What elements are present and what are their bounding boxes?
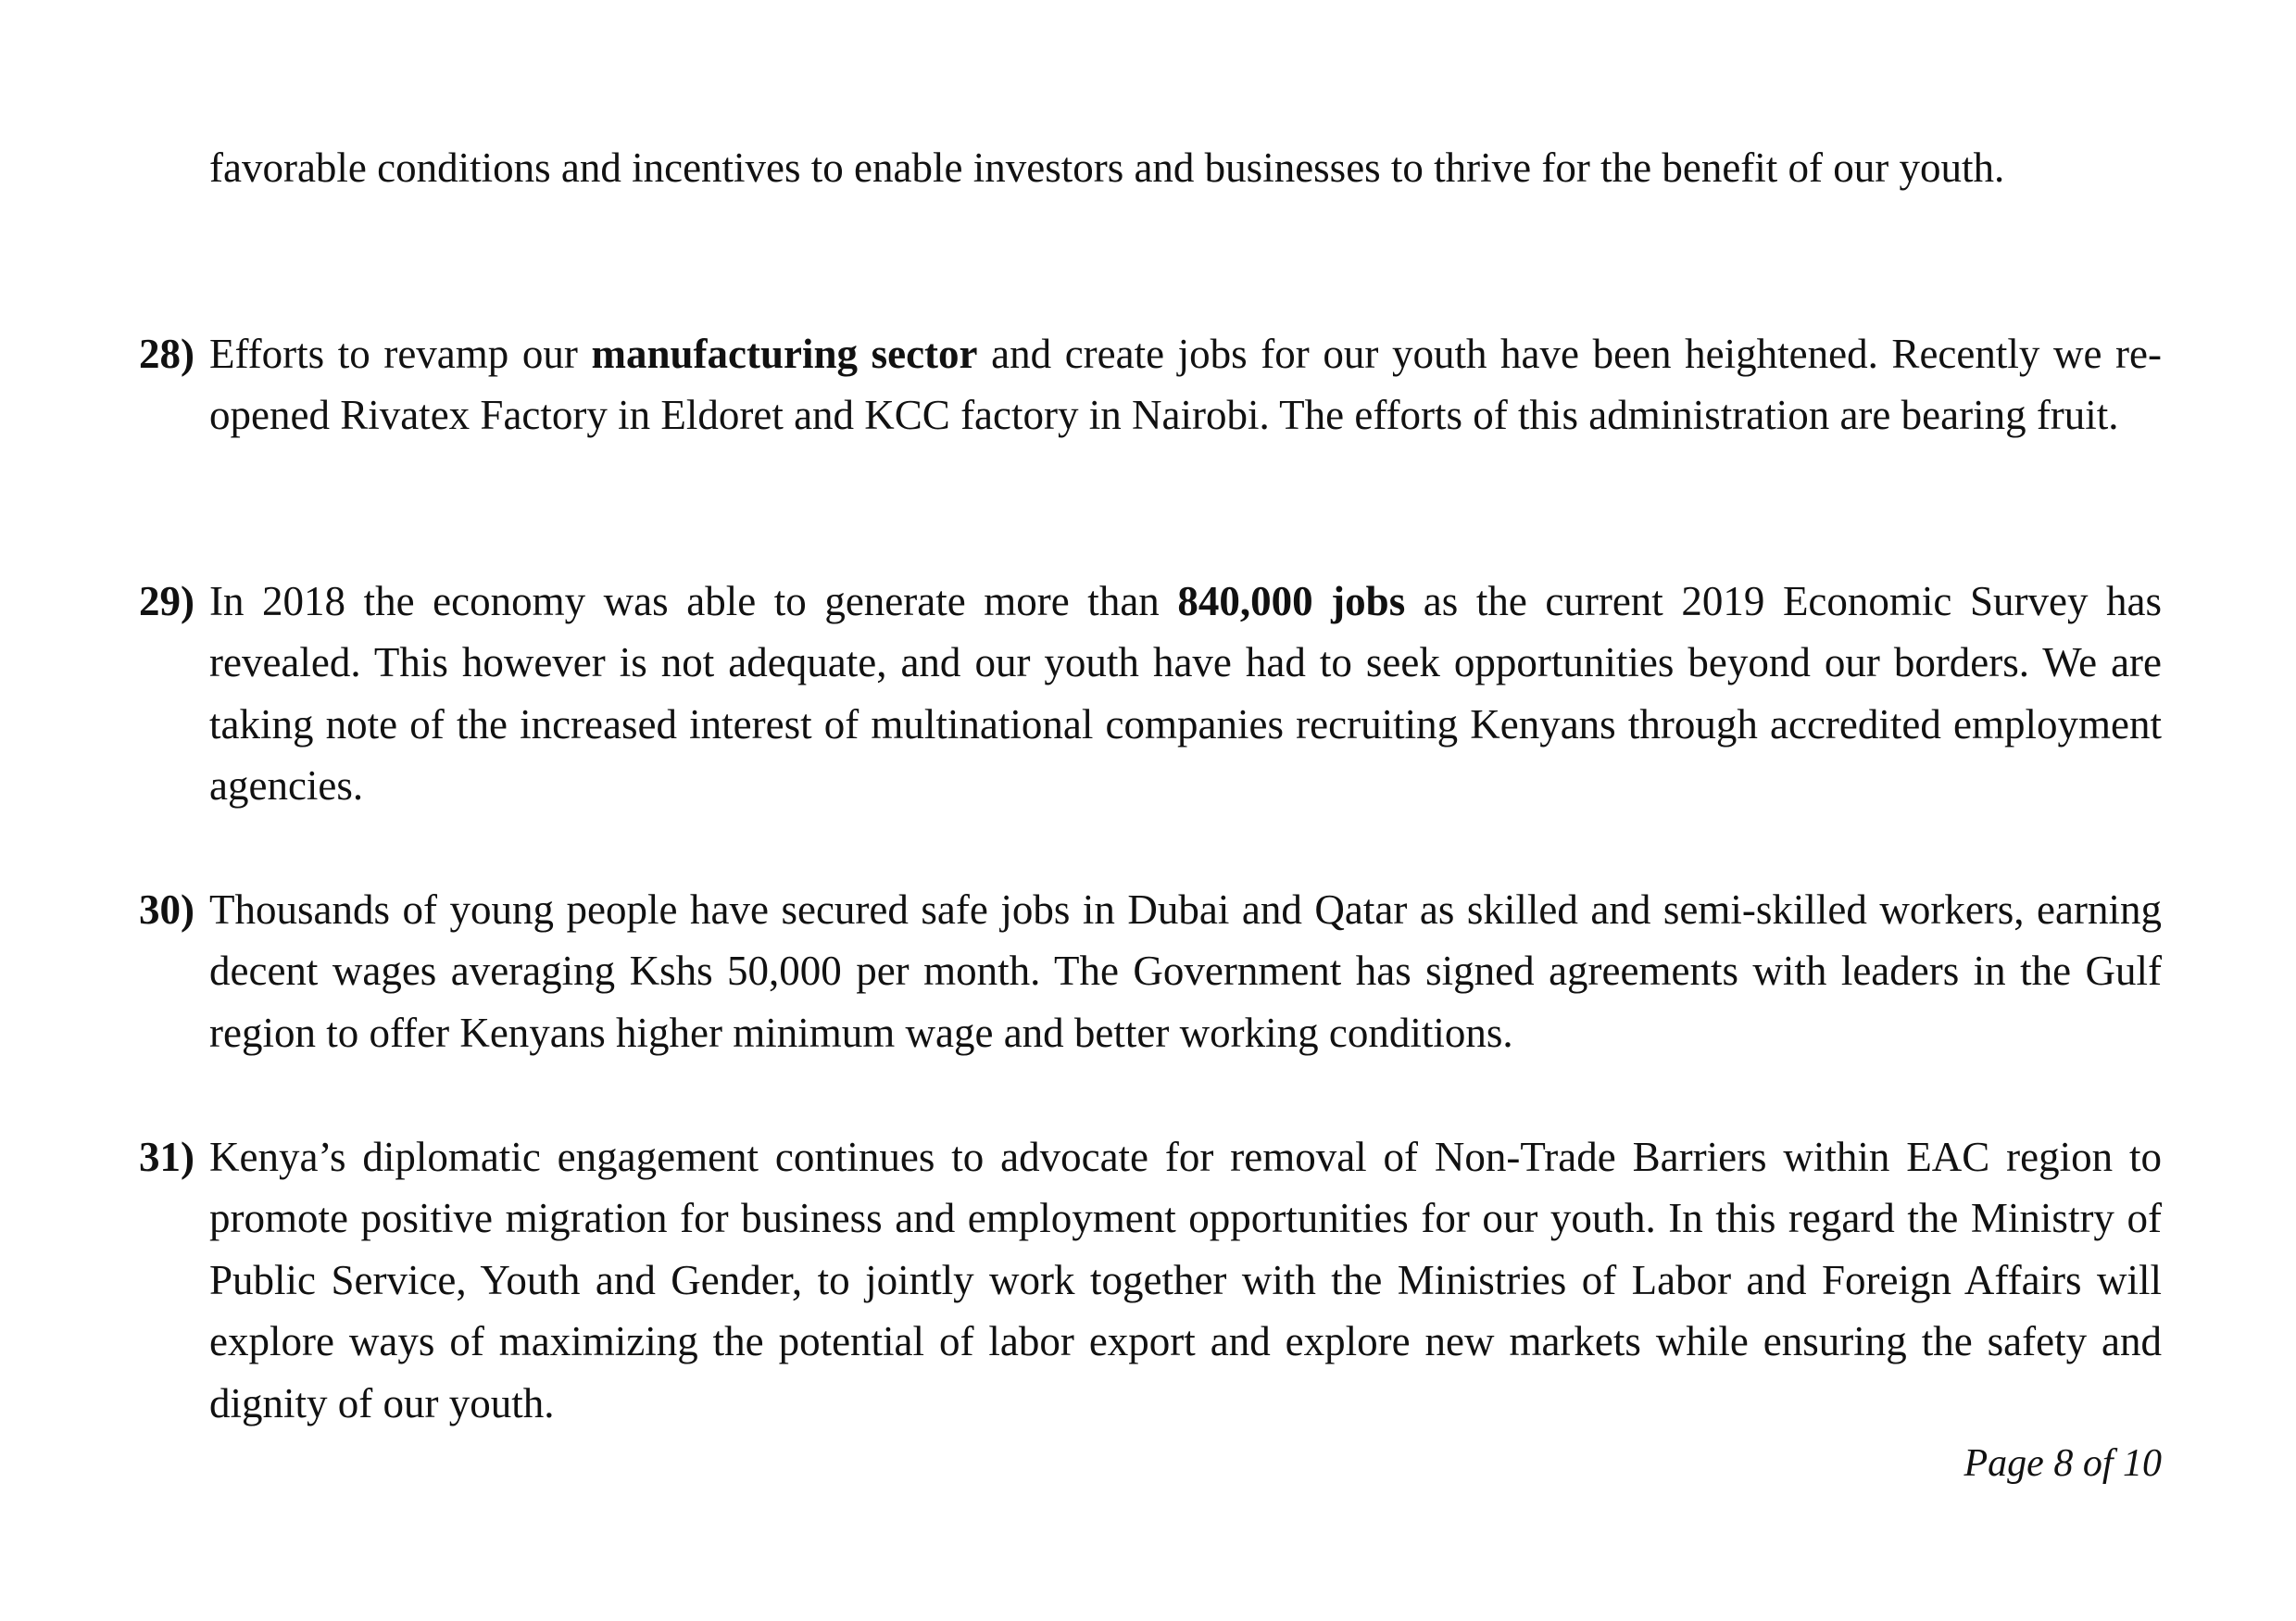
continuation-text: favorable conditions and incentives to enable investors and businesses to thrive for the benefit of our youth. <box>209 145 2005 191</box>
paragraph-30 <box>209 879 2162 1063</box>
paragraph-31 <box>209 1126 2162 1434</box>
paragraph-30-text: Thousands of young people have secured safe jobs in Dubai and Qatar as skilled and semi-skilled workers, earning decent wages averaging Kshs 50,000 per month. The Government has signed agreements with leaders in the Gulf region to offer Kenyans higher minimum wage and better working conditions. <box>209 886 2162 1056</box>
paragraph-29-bold-phrase: 840,000 jobs <box>1177 578 1406 624</box>
item-number-29: 29) <box>139 578 194 624</box>
item-number-31: 31) <box>139 1134 194 1180</box>
paragraph-28-bold-phrase: manufacturing sector <box>591 331 978 377</box>
continuation-paragraph <box>209 137 2162 198</box>
paragraph-31-text: Kenya’s diplomatic engagement continues to advocate for removal of Non-Trade Barriers within EAC region to promote positive migration for business and employment opportunities for our youth. In this regard the Ministry of Public Service, Youth and Gender, to jointly work together with the Ministries of Labor and Foreign Affairs will explore ways of maximizing the potential of labor export and explore new markets while ensuring the safety and dignity of our youth. <box>209 1134 2162 1426</box>
page-number-footer: Page 8 of 10 <box>1964 1442 2162 1485</box>
paragraph-29-text-before: In 2018 the economy was able to generate more than <box>209 578 1178 624</box>
paragraph-29 <box>209 571 2162 817</box>
paragraph-29-text-after: as the current 2019 Economic Survey has revealed. This however is not adequate, and our youth have had to seek opportunities beyond our borders. We are taking note of the increased interest of multinational companies recruiting Kenyans through accredited employment agencies. <box>209 578 2162 810</box>
paragraph-28-text-before: Efforts to revamp our <box>209 331 592 377</box>
paragraph-28-text-after: and create jobs for our youth have been heightened. Recently we re-opened Rivatex Factory in Eldoret and KCC factory in Nairobi. The efforts of this administration are bearing fruit. <box>209 331 2162 439</box>
paragraph-28 <box>209 323 2162 446</box>
item-number-30: 30) <box>139 886 194 933</box>
item-number-28: 28) <box>139 331 194 377</box>
